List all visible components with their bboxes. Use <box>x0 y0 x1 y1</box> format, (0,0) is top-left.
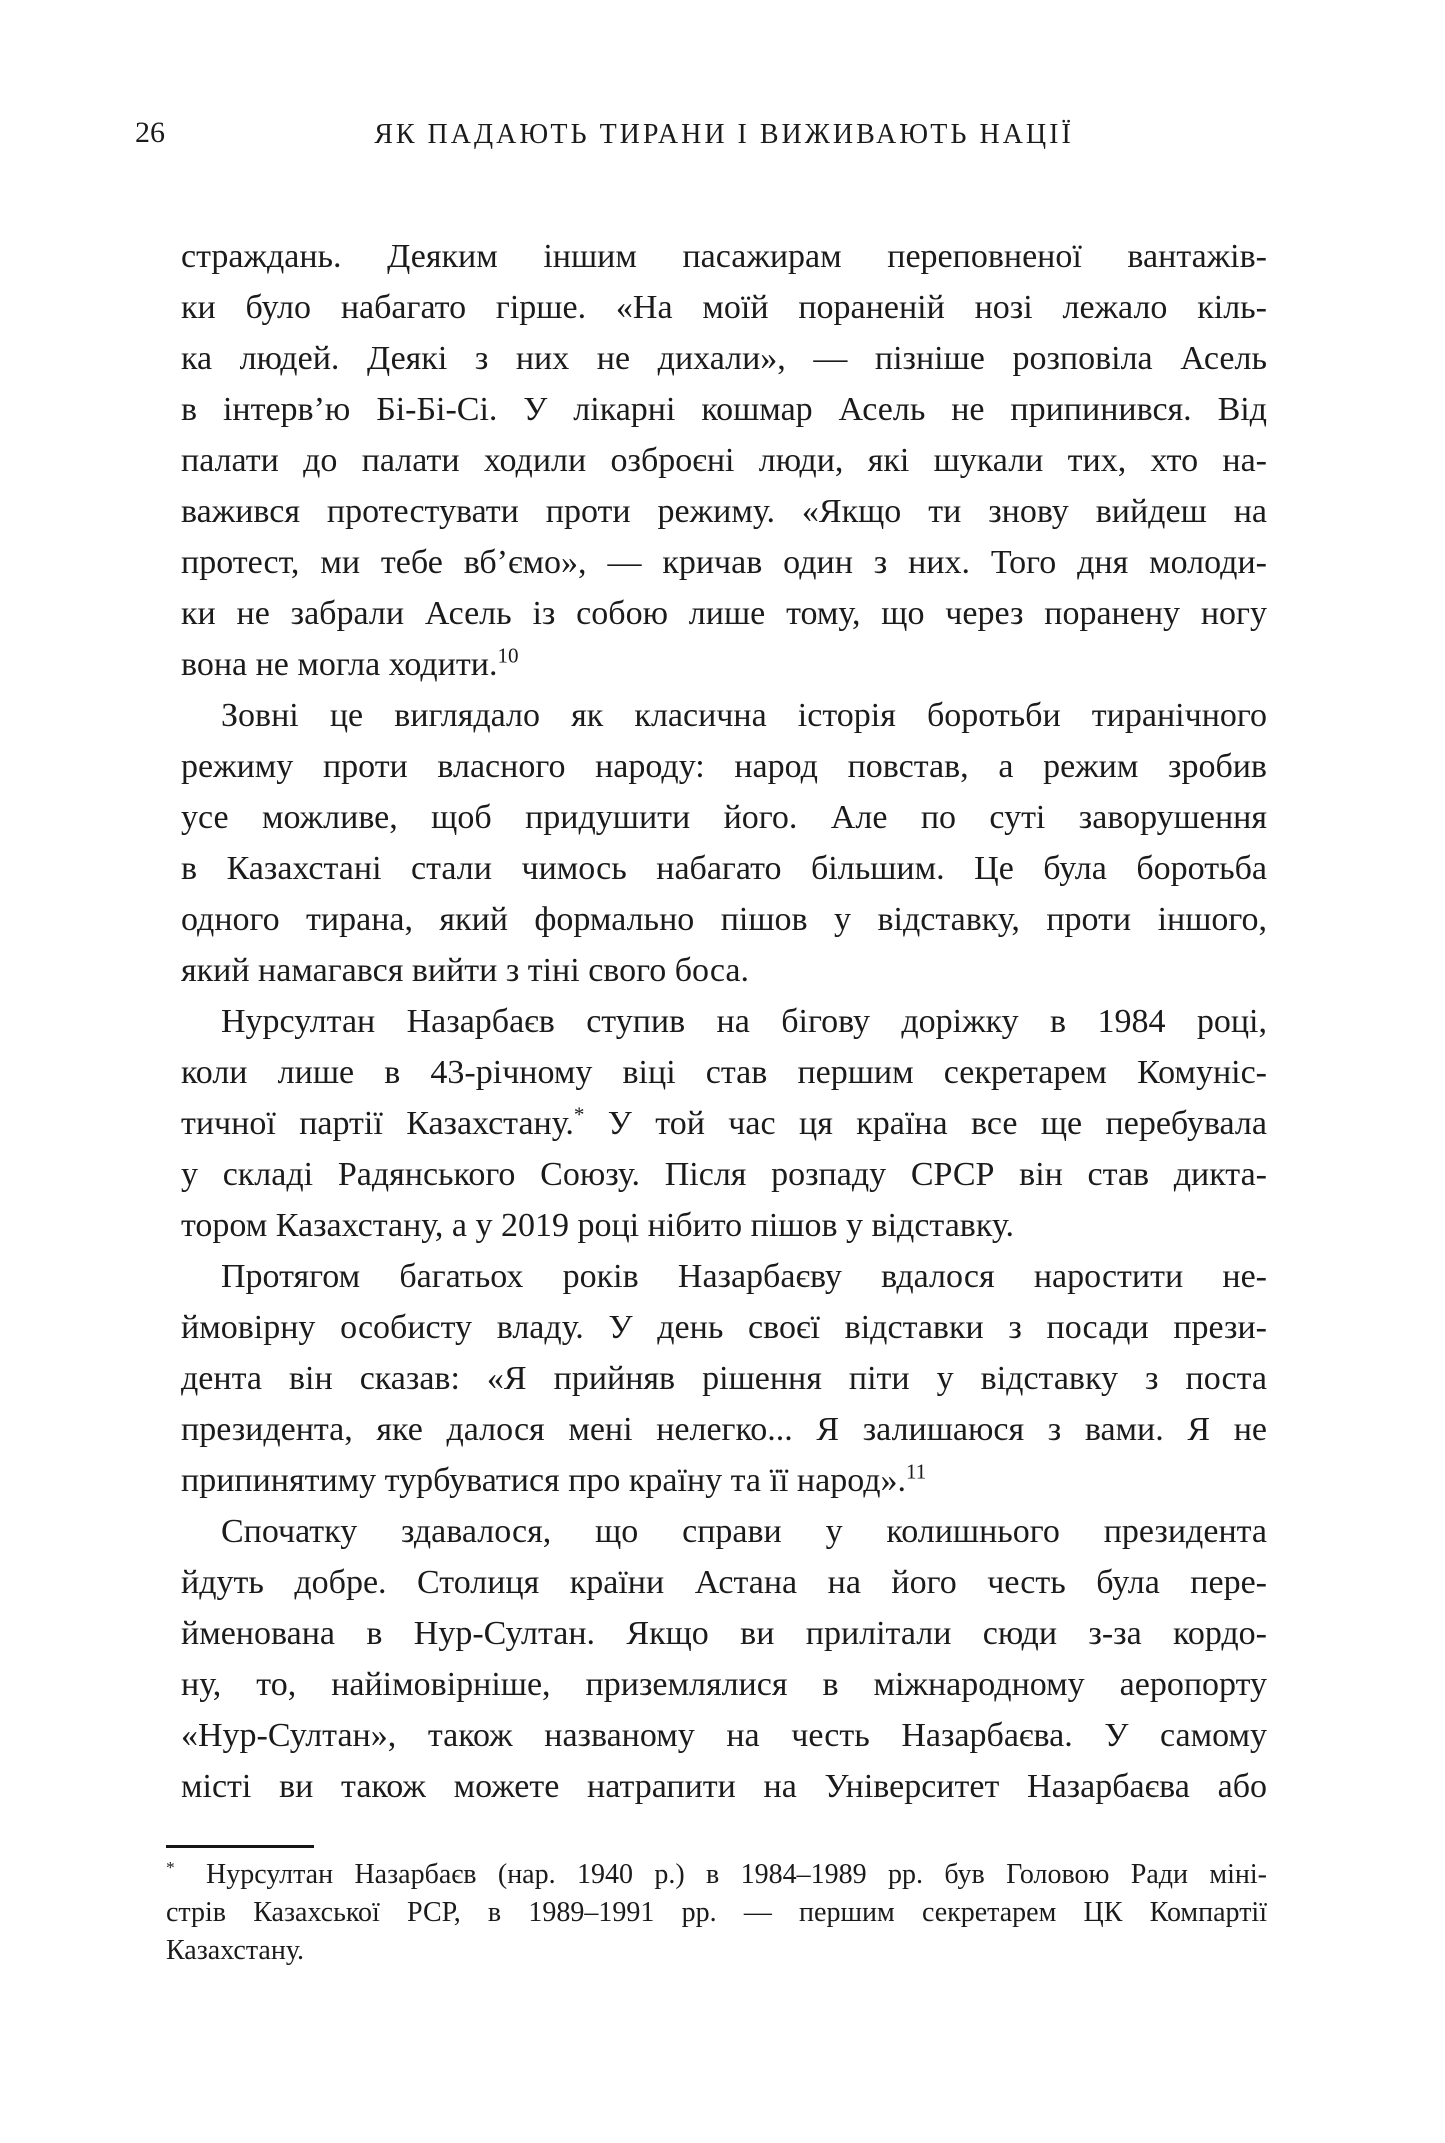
body-line: Протягом багатьох років Назарбаєву вдалося наростити не- <box>221 1258 1267 1295</box>
body-line: ки було набагато гірше. «На моїй пораненій нозі лежало кіль- <box>181 289 1267 326</box>
body-line: ну, то, найімовірніше, приземлялися в міжнародному аеропорту <box>181 1666 1267 1703</box>
body-line: у складі Радянського Союзу. Після розпаду СРСР він став дикта- <box>181 1156 1267 1193</box>
footnote-separator <box>166 1845 314 1848</box>
body-line: ймовірну особисту владу. У день своєї відставки з посади прези- <box>181 1309 1267 1346</box>
body-line: дента він сказав: «Я прийняв рішення піти у відставку з поста <box>181 1360 1267 1397</box>
body-line: Зовні це виглядало як класична історія боротьби тиранічного <box>221 697 1267 734</box>
footnote-line: стрів Казахської РСР, в 1989–1991 рр. — першим секретарем ЦК Компартії <box>166 1897 1267 1928</box>
footnote-ref: * <box>573 1102 585 1127</box>
body-line: палати до палати ходили озброєні люди, які шукали тих, хто на- <box>181 442 1267 479</box>
body-line: припинятиму турбуватися про країну та її народ».$^{11}$ <box>181 1459 927 1499</box>
footnote-line: * Нурсултан Назарбаєв (нар. 1940 р.) в 1984–1989 рр. був Головою Ради міні- <box>166 1857 1267 1890</box>
body-line: місті ви також можете натрапити на Університет Назарбаєва або <box>181 1768 1267 1805</box>
body-line: ка людей. Деякі з них не дихали», — пізніше розповіла Асель <box>181 340 1267 377</box>
footnote-ref: 11 <box>906 1459 927 1484</box>
body-line: важився протестувати проти режиму. «Якщо ти знову вийдеш на <box>181 493 1267 530</box>
body-line: тичної партії Казахстану.* У той час ця країна все ще перебувала <box>181 1102 1267 1142</box>
body-line: страждань. Деяким іншим пасажирам переповненої вантажів- <box>181 238 1267 275</box>
body-line: президента, яке далося мені нелегко... Я залишаюся з вами. Я не <box>181 1411 1267 1448</box>
body-line: Нурсултан Назарбаєв ступив на бігову доріжку в 1984 році, <box>221 1003 1267 1040</box>
body-text <box>181 231 1267 1812</box>
body-line: ки не забрали Асель із собою лише тому, що через поранену ногу <box>181 595 1267 632</box>
footnote-line: Казахстану. <box>166 1935 305 1966</box>
body-line: усе можливе, щоб придушити його. Але по суті заворушення <box>181 799 1267 836</box>
page-number: 26 <box>135 116 165 149</box>
body-line: який намагався вийти з тіні свого боса. <box>181 952 749 989</box>
body-line: вона не могла ходити.$^{10}$ <box>181 643 519 683</box>
footnote-ref: 10 <box>497 643 519 668</box>
body-line: Спочатку здавалося, що справи у колишнього президента <box>221 1513 1267 1550</box>
body-line: тором Казахстану, а у 2019 році нібито пішов у відставку. <box>181 1207 1014 1244</box>
body-line: «Нур-Султан», також названому на честь Назарбаєва. У самому <box>181 1717 1267 1754</box>
body-line: йдуть добре. Столиця країни Астана на його честь була пере- <box>181 1564 1267 1601</box>
body-line: коли лише в 43-річному віці став першим секретарем Комуніс- <box>181 1054 1267 1091</box>
body-line: йменована в Нур-Султан. Якщо ви прилітали сюди з-за кордо- <box>181 1615 1267 1652</box>
body-line: протест, ми тебе вб’ємо», — кричав один з них. Того дня молоди- <box>181 544 1267 581</box>
body-line: в Казахстані стали чимось набагато більшим. Це була боротьба <box>181 850 1267 887</box>
body-line: режиму проти власного народу: народ повстав, а режим зробив <box>181 748 1267 785</box>
footnote-ref: * <box>166 1857 175 1877</box>
footnote <box>166 1856 1267 1970</box>
body-line: в інтерв’ю Бі-Бі-Сі. У лікарні кошмар Асель не припинився. Від <box>181 391 1267 428</box>
running-header: ЯК ПАДАЮТЬ ТИРАНИ І ВИЖИВАЮТЬ НАЦІЇ <box>374 119 1074 150</box>
body-line: одного тирана, який формально пішов у відставку, проти іншого, <box>181 901 1267 938</box>
